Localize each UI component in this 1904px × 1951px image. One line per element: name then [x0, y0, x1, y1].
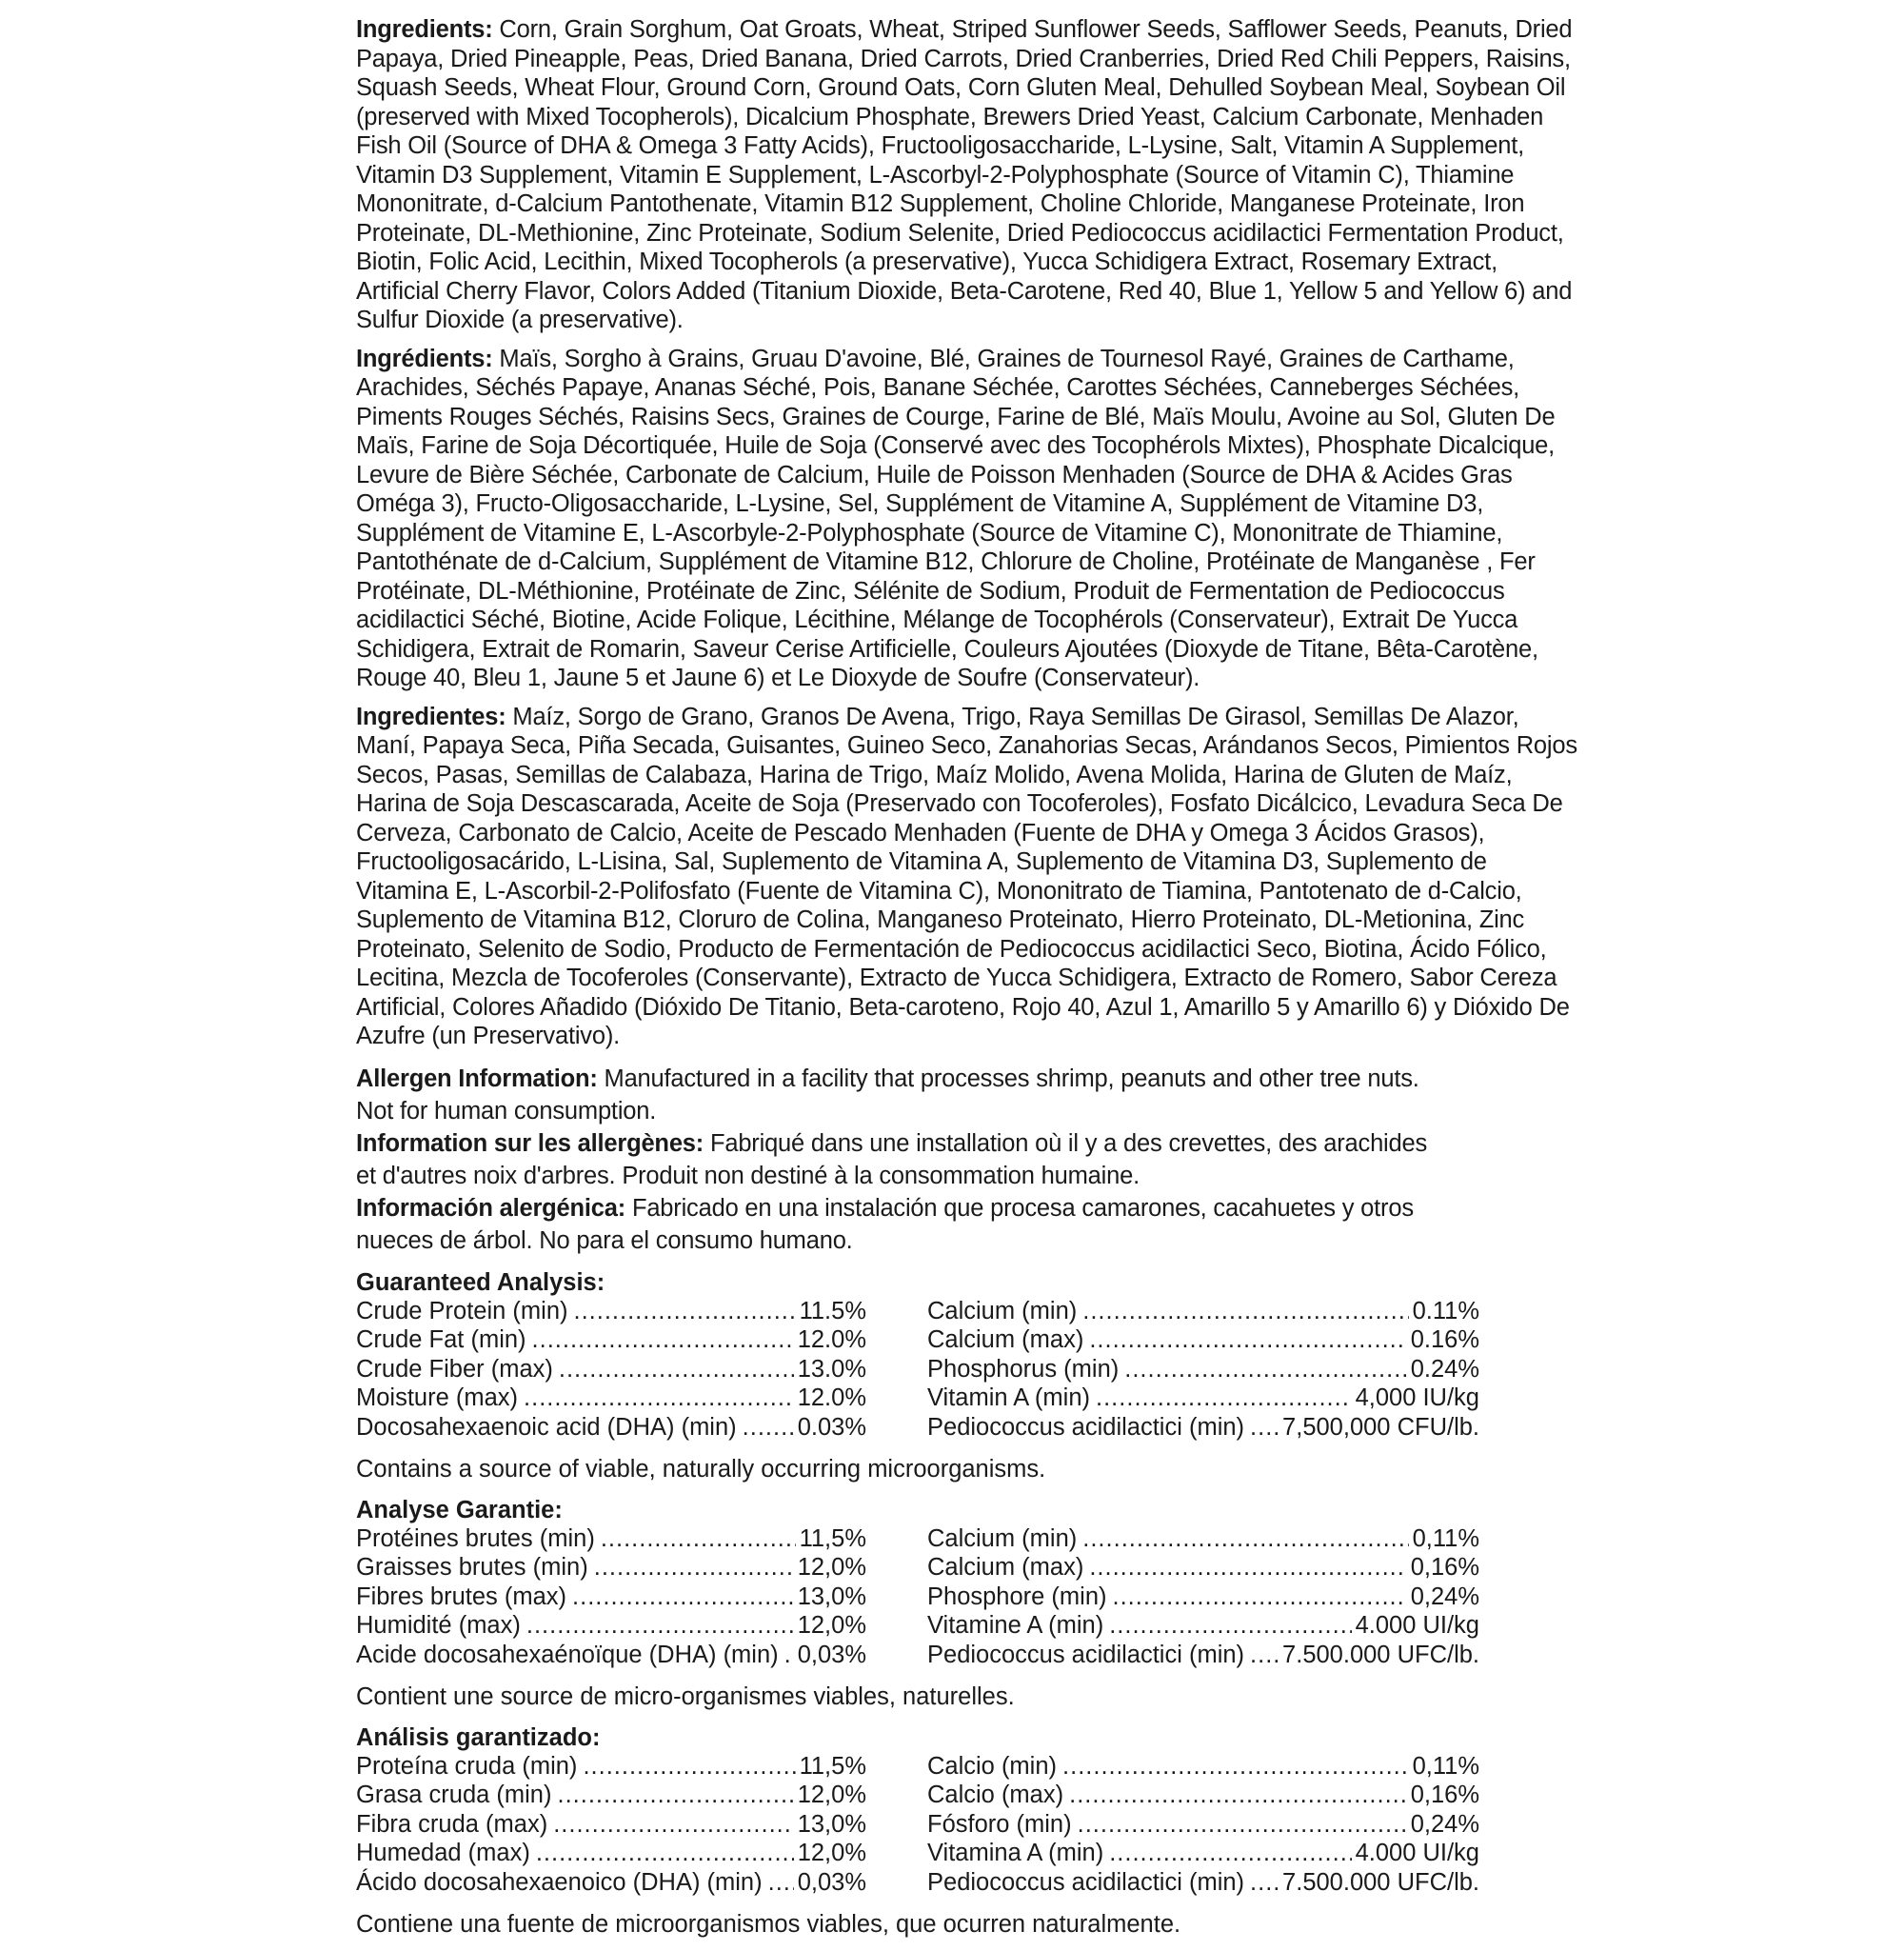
nutrient-value: 0,16%: [1410, 1554, 1479, 1581]
leader-dots: [1250, 1641, 1279, 1670]
analysis-row: [927, 1611, 1479, 1641]
nutrient-label: Calcio (max): [927, 1782, 1064, 1808]
leader-dots: [1109, 1611, 1351, 1641]
nutrient-label: Calcium (min): [927, 1297, 1078, 1324]
analysis-spanish: [356, 1723, 1584, 1940]
nutrient-label: Calcium (min): [927, 1524, 1078, 1552]
analysis-left-column: [356, 1524, 866, 1670]
analysis-row: [927, 1868, 1479, 1898]
nutrient-label: Fósforo (min): [927, 1810, 1072, 1838]
ingredients-text: Maïs, Sorgho à Grains, Gruau D'avoine, Blé, Graines de Tournesol Rayé, Graines de Carthame, Arachides, Séchés Papaye, Ananas Séché, Pois, Banane Séchée, Carottes Séchées, Canneberges Séchées, Piments Rouges Séchés, Raisins Secs, Graines de Courge, Farine de Blé, Maïs Moulu, Avoine au Sol, Gluten De Maïs, Farine de Soja Décortiquée, Huile de Soja (Conservé avec des Tocophérols Mixtes), Phosphate Dicalcique, Levure de Bière Séchée, Carbonate de Calcium, Huile de Poisson Menhaden (Source de DHA & Acides Gras Oméga 3), Fructo-Oligosaccharide, L-Lysine, Sel, Supplément de Vitamine A, Supplément de Vitamine D3, Supplément de Vitamine E, L-Ascorbyle-2-Polyphosphate (Source de Vitamine C), Mononitrate de Thiamine, Pantothénate de d-Calcium, Supplément de Vitamine B12, Chlorure de Choline, Protéinate de Manganèse , Fer Protéinate, DL-Méthionine, Protéinate de Zinc, Sélénite de Sodium, Produit de Fermentation de Pediococcus acidilactici Séché, Biotine, Acide Folique, Lécithine, Mélange de Tocophérols (Conservateur), Extrait De Yucca Schidigera, Extrait de Romarin, Saveur Cerise Artificielle, Couleurs Ajoutées (Dioxyde de Titane, Bêta-Carotène, Rouge 40, Bleu 1, Jaune 5 et Jaune 6) et Le Dioxyde de Soufre (Conservateur).: [356, 345, 1556, 691]
leader-dots: [1078, 1810, 1407, 1840]
analysis-left-column: [356, 1297, 866, 1443]
leader-dots: [743, 1413, 794, 1443]
nutrient-value: 7,500,000 CFU/lb.: [1282, 1413, 1479, 1441]
leader-dots: [1069, 1781, 1407, 1810]
analysis-title: Guaranteed Analysis:: [356, 1268, 605, 1296]
analysis-row: [927, 1413, 1479, 1443]
leader-dots: [601, 1524, 796, 1554]
leader-dots: [1082, 1297, 1408, 1326]
nutrient-value: 0,11%: [1412, 1524, 1479, 1552]
nutrient-label: Proteína cruda (min): [356, 1752, 578, 1780]
analysis-right-column: [927, 1524, 1479, 1670]
leader-dots: [572, 1583, 794, 1612]
leader-dots: [594, 1553, 794, 1583]
nutrient-value: 12,0%: [797, 1554, 866, 1581]
nutrient-value: 11,5%: [799, 1524, 866, 1552]
leader-dots: [557, 1781, 793, 1810]
nutrient-value: 13,0%: [797, 1583, 866, 1610]
nutrient-label: Calcio (min): [927, 1752, 1058, 1780]
analysis-title: Análisis garantizado:: [356, 1723, 601, 1751]
leader-dots: [553, 1810, 793, 1840]
analysis-row: [356, 1868, 866, 1898]
nutrient-value: 0,24%: [1410, 1810, 1479, 1838]
analysis-note: Contient une source de micro-organismes viables, naturelles.: [356, 1683, 1015, 1710]
nutrient-label: Crude Fat (min): [356, 1326, 526, 1353]
nutrient-label: Vitamine A (min): [927, 1612, 1104, 1639]
leader-dots: [1250, 1868, 1279, 1898]
nutrient-label: Acide docosahexaénoïque (DHA) (min): [356, 1641, 779, 1668]
analysis-row: [356, 1641, 866, 1670]
nutrient-value: 11,5%: [799, 1752, 866, 1780]
analysis-row: [927, 1752, 1479, 1782]
nutrient-value: 4.000 UI/kg: [1355, 1612, 1479, 1639]
nutrient-label: Calcium (max): [927, 1554, 1084, 1581]
nutrient-value: 4,000 IU/kg: [1355, 1384, 1479, 1411]
ingredients-text: Maíz, Sorgo de Grano, Granos De Avena, Trigo, Raya Semillas De Girasol, Semillas De Alazor, Maní, Papaya Seca, Piña Secada, Guisantes, Guineo Seco, Zanahorias Secas, Arándanos Secos, Pimientos Rojos Secos, Pasas, Semillas de Calabaza, Harina de Trigo, Maíz Molido, Avena Molida, Harina de Gluten de Maíz, Harina de Soja Descascarada, Aceite de Soja (Preservado con Tocoferoles), Fosfato Dicálcico, Levadura Seca De Cerveza, Carbonato de Calcio, Aceite de Pescado Menhaden (Fuente de DHA y Omega 3 Ácidos Grasos), Fructooligosacárido, L-Lisina, Sal, Suplemento de Vitamina A, Suplemento de Vitamina D3, Suplemento de Vitamina E, L-Ascorbil-2-Polifosfato (Fuente de Vitamina C), Mononitrato de Tiamina, Pantotenato de d-Calcio, Suplemento de Vitamina B12, Cloruro de Colina, Manganeso Proteinato, Hierro Proteinato, DL-Metionina, Zinc Proteinato, Selenito de Sodio, Producto de Fermentación de Pediococcus acidilactici Seco, Biotina, Ácido Fólico, Lecitina, Mezcla de Tocoferoles (Conservante), Extracto de Yucca Schidigera, Extracto de Romero, Sabor Cereza Artificial, Colores Añadido (Dióxido De Titanio, Beta-caroteno, Rojo 40, Azul 1, Amarillo 5 y Amarillo 6) y Dióxido De Azufre (un Preservativo).: [356, 703, 1577, 1049]
analysis-row: [356, 1810, 866, 1840]
nutrient-label: Calcium (max): [927, 1326, 1084, 1353]
ingredients-text: Corn, Grain Sorghum, Oat Groats, Wheat, Striped Sunflower Seeds, Safflower Seeds, Peanuts, Dried Papaya, Dried Pineapple, Peas, Dried Banana, Dried Carrots, Dried Cranberries, Dried Red Chili Peppers, Raisins, Squash Seeds, Wheat Flour, Ground Corn, Ground Oats, Corn Gluten Meal, Dehulled Soybean Meal, Soybean Oil (preserved with Mixed Tocopherols), Dicalcium Phosphate, Brewers Dried Yeast, Calcium Carbonate, Menhaden Fish Oil (Source of DHA & Omega 3 Fatty Acids), Fructooligosaccharide, L-Lysine, Salt, Vitamin A Supplement, Vitamin D3 Supplement, Vitamin E Supplement, L-Ascorbyl-2-Polyphosphate (Source of Vitamin C), Thiamine Mononitrate, d-Calcium Pantothenate, Vitamin B12 Supplement, Choline Chloride, Manganese Proteinate, Iron Proteinate, DL-Methionine, Zinc Proteinate, Sodium Selenite, Dried Pediococcus acidilactici Fermentation Product, Biotin, Folic Acid, Lecithin, Mixed Tocopherols (a preservative), Yucca Schidigera Extract, Rosemary Extract, Artificial Cherry Flavor, Colors Added (Titanium Dioxide, Beta-Carotene, Red 40, Blue 1, Yellow 5 and Yellow 6) and Sulfur Dioxide (a preservative).: [356, 16, 1573, 333]
nutrient-value: 0,24%: [1410, 1583, 1479, 1610]
allergen-label: Allergen Information:: [356, 1065, 598, 1092]
leader-dots: [1250, 1413, 1279, 1443]
nutrient-label: Graisses brutes (min): [356, 1554, 588, 1581]
allergen-label: Information sur les allergènes:: [356, 1129, 704, 1157]
ingredients-english: [356, 15, 1584, 335]
nutrient-label: Crude Protein (min): [356, 1297, 568, 1324]
leader-dots: [784, 1641, 794, 1670]
nutrient-value: 12,0%: [797, 1782, 866, 1808]
nutrient-value: 0,03%: [797, 1641, 866, 1668]
nutrient-label: Moisture (max): [356, 1384, 519, 1411]
nutrient-label: Ácido docosahexaenoico (DHA) (min): [356, 1868, 763, 1896]
leader-dots: [1089, 1325, 1406, 1355]
leader-dots: [1109, 1839, 1351, 1868]
nutrient-value: 0.16%: [1410, 1326, 1479, 1353]
nutrient-value: 12.0%: [797, 1326, 866, 1353]
nutrient-value: 11.5%: [799, 1297, 866, 1324]
analysis-row: [927, 1355, 1479, 1384]
leader-dots: [768, 1868, 794, 1898]
ingredients-label: Ingredientes:: [356, 703, 506, 730]
nutrient-label: Pediococcus acidilactici (min): [927, 1868, 1245, 1896]
nutrient-label: Humidité (max): [356, 1612, 521, 1639]
allergen-text: Fabricado en una instalación que procesa camarones, cacahuetes y otros nueces de árbol. No para el consumo humano.: [356, 1194, 1414, 1254]
analysis-row: [927, 1810, 1479, 1840]
leader-dots: [1124, 1355, 1406, 1384]
nutrient-value: 12,0%: [797, 1612, 866, 1639]
analysis-row: [927, 1524, 1479, 1554]
product-label: [356, 15, 1584, 1951]
analysis-row: [356, 1413, 866, 1443]
analysis-row: [356, 1583, 866, 1612]
analysis-row: [927, 1384, 1479, 1413]
nutrient-label: Phosphore (min): [927, 1583, 1107, 1610]
ingredients-spanish: [356, 703, 1584, 1051]
analysis-left-column: [356, 1752, 866, 1898]
ingredients-french: [356, 345, 1584, 693]
analysis-row: [927, 1583, 1479, 1612]
leader-dots: [526, 1611, 794, 1641]
nutrient-label: Pediococcus acidilactici (min): [927, 1413, 1245, 1441]
nutrient-value: 0.11%: [1412, 1297, 1479, 1324]
nutrient-value: 12.0%: [797, 1384, 866, 1411]
analysis-row: [356, 1325, 866, 1355]
allergen-spanish: [356, 1192, 1451, 1257]
allergen-french: [356, 1127, 1451, 1192]
nutrient-label: Phosphorus (min): [927, 1355, 1120, 1383]
analysis-row: [927, 1297, 1479, 1326]
leader-dots: [574, 1297, 796, 1326]
nutrient-label: Fibres brutes (max): [356, 1583, 567, 1610]
ingredients-label: Ingrédients:: [356, 345, 493, 372]
allergen-text: Manufactured in a facility that processes shrimp, peanuts and other tree nuts. Not for human consumption.: [356, 1065, 1419, 1125]
leader-dots: [524, 1384, 794, 1413]
nutrient-value: 4.000 UI/kg: [1355, 1840, 1479, 1866]
leader-dots: [1113, 1583, 1407, 1612]
analysis-note: Contains a source of viable, naturally occurring microorganisms.: [356, 1456, 1046, 1483]
ingredients-label: Ingredients:: [356, 16, 493, 43]
nutrient-label: Vitamin A (min): [927, 1384, 1091, 1411]
nutrient-value: 7.500.000 UFC/lb.: [1282, 1868, 1479, 1896]
analysis-row: [927, 1641, 1479, 1670]
nutrient-label: Protéines brutes (min): [356, 1524, 595, 1552]
guaranteed-analysis-sections: [356, 1268, 1584, 1940]
analysis-row: [927, 1839, 1479, 1868]
analysis-right-column: [927, 1297, 1479, 1443]
nutrient-value: 12,0%: [797, 1840, 866, 1866]
leader-dots: [532, 1325, 794, 1355]
analysis-right-column: [927, 1752, 1479, 1898]
nutrient-value: 0,03%: [797, 1868, 866, 1896]
allergen-label: Información alergénica:: [356, 1194, 626, 1222]
leader-dots: [559, 1355, 794, 1384]
analysis-row: [356, 1297, 866, 1326]
analysis-english: [356, 1268, 1584, 1484]
nutrient-label: Vitamina A (min): [927, 1840, 1104, 1866]
analysis-note: Contiene una fuente de microorganismos viables, que ocurren naturalmente.: [356, 1911, 1181, 1938]
nutrient-label: Humedad (max): [356, 1840, 530, 1866]
nutrient-value: 13.0%: [797, 1355, 866, 1383]
nutrient-value: 0,11%: [1412, 1752, 1479, 1780]
analysis-row: [356, 1524, 866, 1554]
analysis-row: [356, 1781, 866, 1810]
nutrient-label: Fibra cruda (max): [356, 1810, 548, 1838]
analysis-row: [356, 1355, 866, 1384]
analysis-row: [356, 1839, 866, 1868]
nutrient-label: Pediococcus acidilactici (min): [927, 1641, 1245, 1668]
analysis-row: [927, 1781, 1479, 1810]
analysis-row: [927, 1325, 1479, 1355]
analysis-row: [356, 1553, 866, 1583]
allergen-section: [356, 1063, 1451, 1257]
nutrient-value: 7.500.000 UFC/lb.: [1282, 1641, 1479, 1668]
analysis-title: Analyse Garantie:: [356, 1496, 563, 1523]
leader-dots: [1096, 1384, 1352, 1413]
nutrient-label: Docosahexaenoic acid (DHA) (min): [356, 1413, 737, 1441]
analysis-row: [927, 1553, 1479, 1583]
leader-dots: [1062, 1752, 1409, 1782]
nutrient-value: 13,0%: [797, 1810, 866, 1838]
analysis-french: [356, 1496, 1584, 1712]
nutrient-value: 0,16%: [1410, 1782, 1479, 1808]
leader-dots: [1082, 1524, 1408, 1554]
analysis-row: [356, 1752, 866, 1782]
analysis-row: [356, 1384, 866, 1413]
analysis-row: [356, 1611, 866, 1641]
nutrient-value: 0.03%: [797, 1413, 866, 1441]
leader-dots: [1089, 1553, 1406, 1583]
leader-dots: [583, 1752, 795, 1782]
leader-dots: [536, 1839, 794, 1868]
allergen-english: [356, 1063, 1451, 1127]
nutrient-label: Crude Fiber (max): [356, 1355, 553, 1383]
allergen-text: Fabriqué dans une installation où il y a des crevettes, des arachides et d'autres noix d'arbres. Produit non destiné à la consommation humaine.: [356, 1129, 1428, 1189]
nutrient-label: Grasa cruda (min): [356, 1782, 552, 1808]
nutrient-value: 0.24%: [1410, 1355, 1479, 1383]
